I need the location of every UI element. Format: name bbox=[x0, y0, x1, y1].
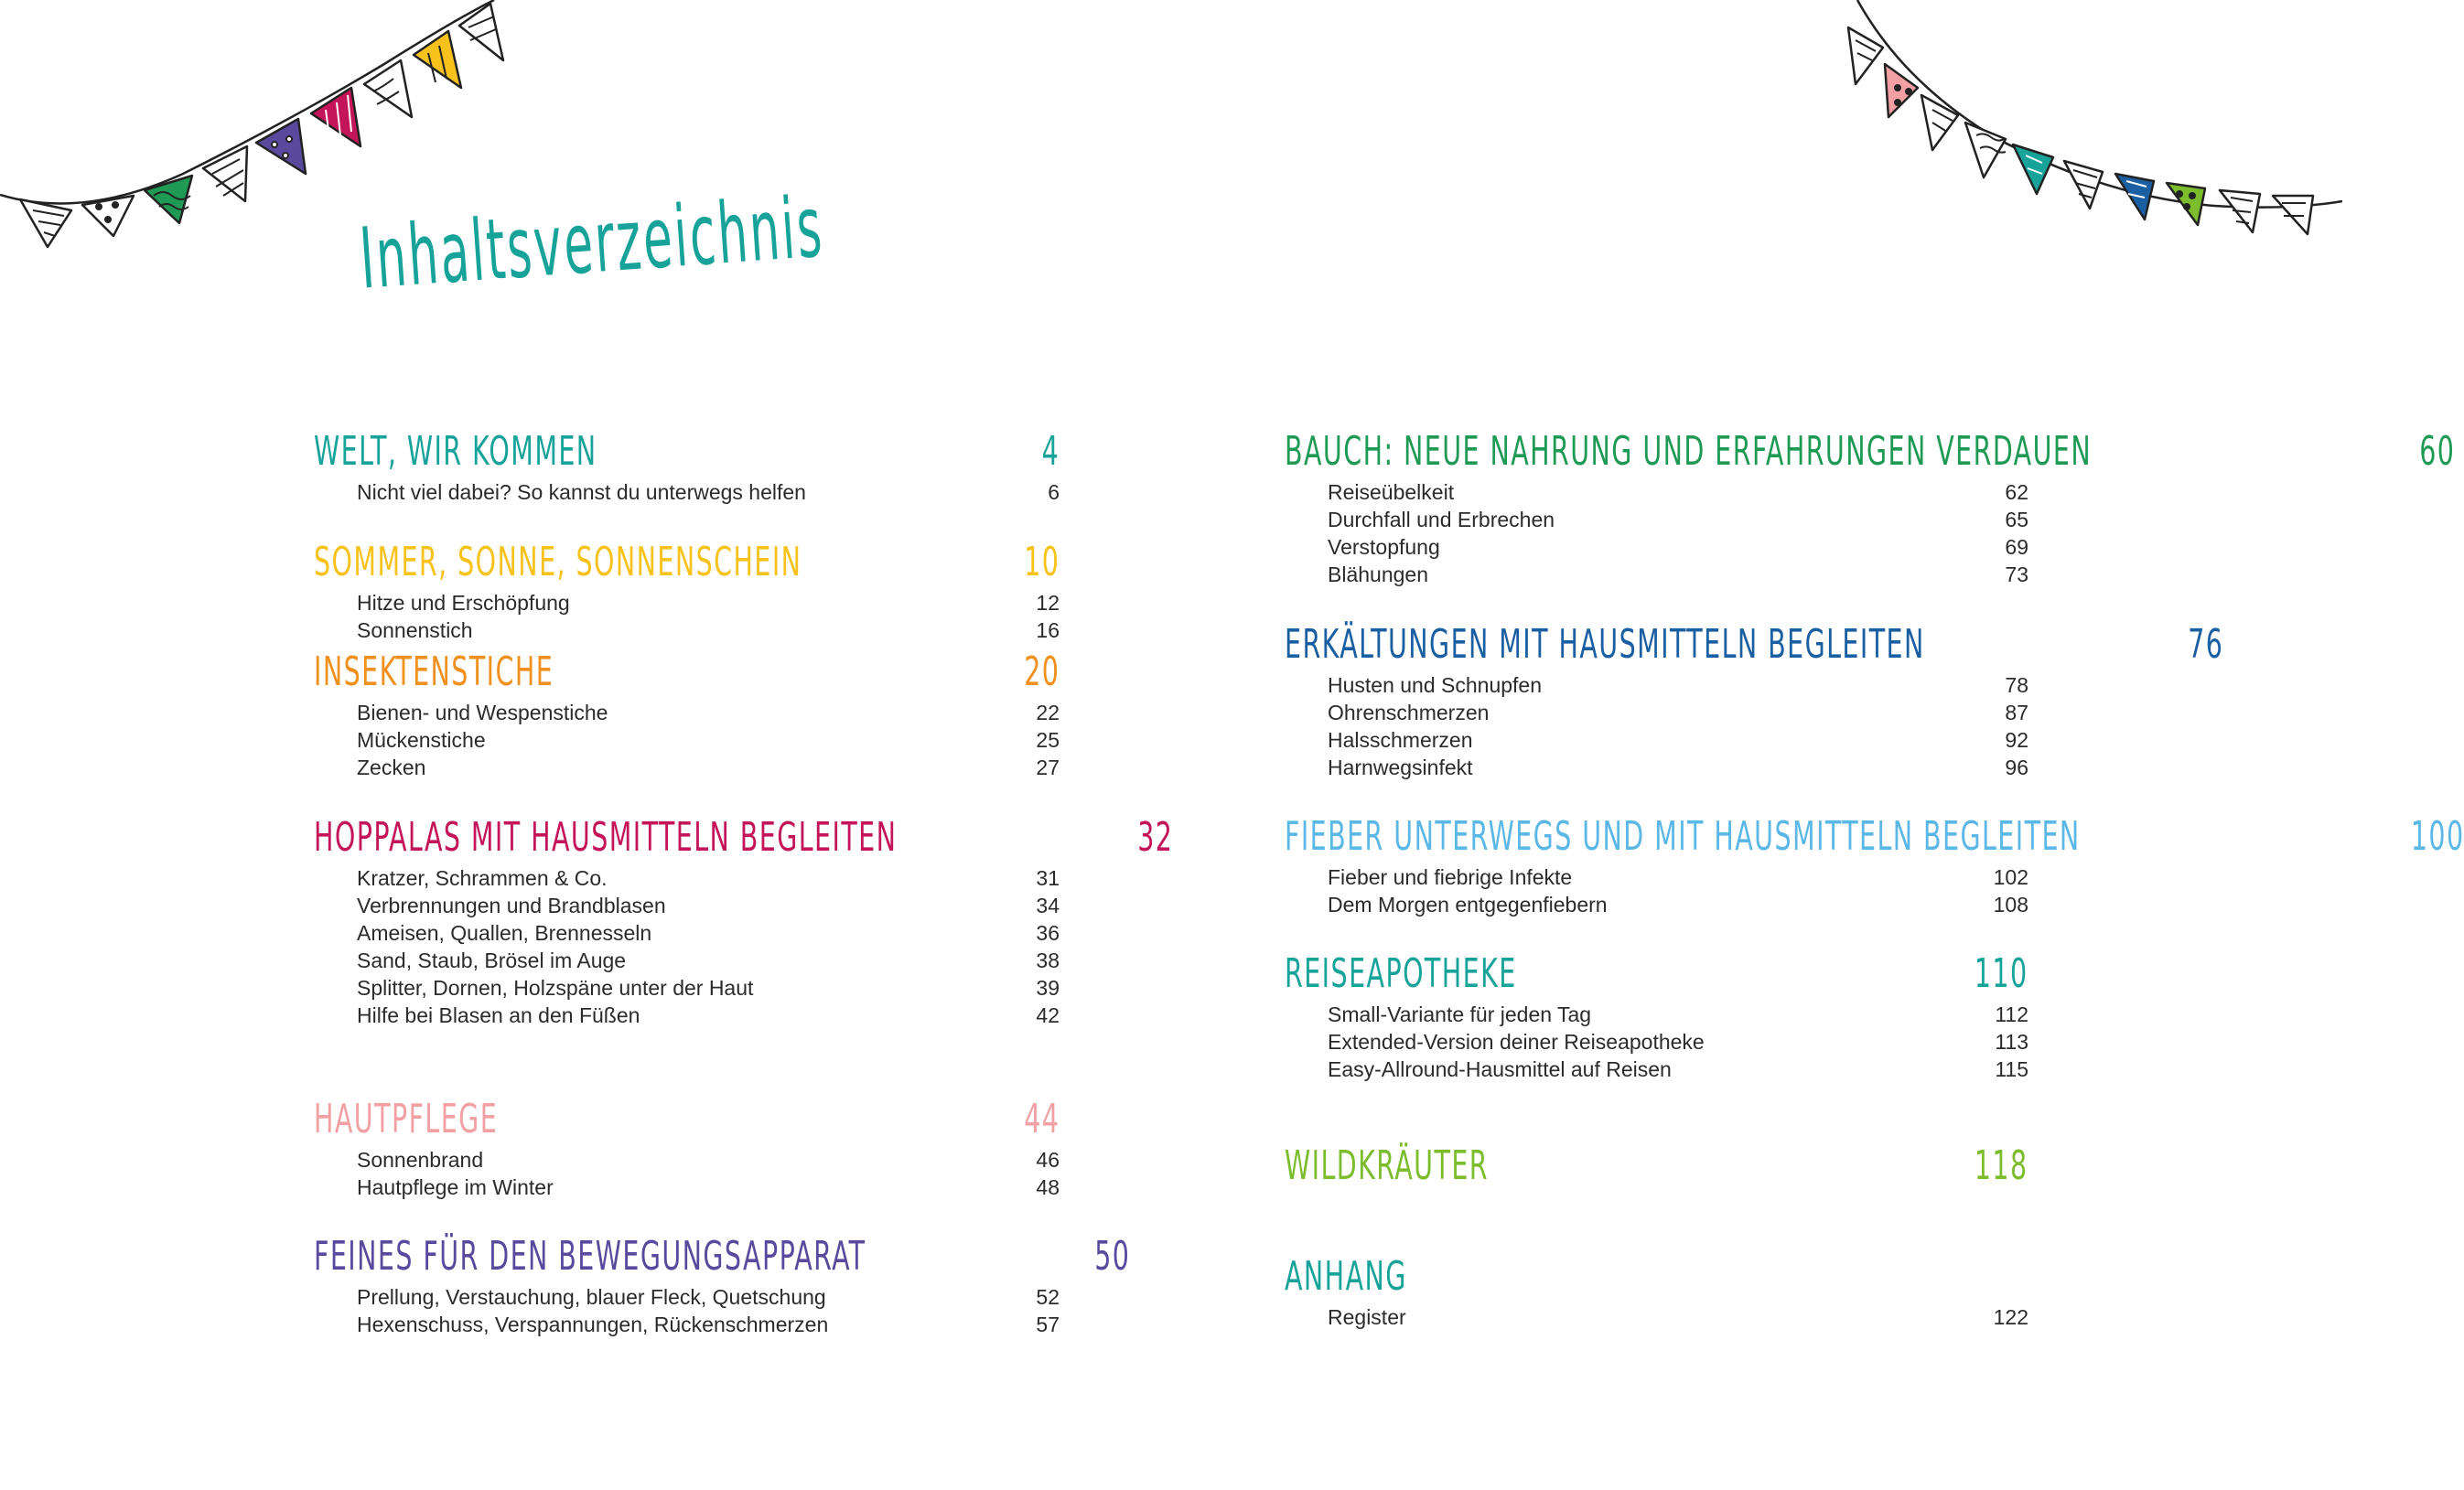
toc-entry[interactable] bbox=[314, 1174, 1060, 1201]
section-title: WILDKRÄUTER bbox=[1285, 1142, 1490, 1189]
entry-page-number: 69 bbox=[2005, 535, 2028, 559]
section-title: ERKÄLTUNGEN MIT HAUSMITTELN BEGLEITEN bbox=[1285, 621, 1925, 668]
toc-entry[interactable] bbox=[1285, 891, 2028, 918]
section-heading[interactable] bbox=[314, 811, 1174, 864]
entry-page-number: 16 bbox=[1036, 618, 1060, 642]
entry-page-number: 108 bbox=[1993, 893, 2028, 917]
entry-page-number: 65 bbox=[2005, 508, 2028, 531]
toc-section-anhang bbox=[1285, 1250, 2028, 1331]
entry-list bbox=[314, 478, 1060, 506]
toc-entry[interactable] bbox=[314, 1311, 1060, 1338]
section-title: FEINES FÜR DEN BEWEGUNGSAPPARAT bbox=[314, 1233, 866, 1280]
toc-entry[interactable] bbox=[1285, 754, 2028, 781]
section-heading[interactable] bbox=[1285, 1140, 2028, 1193]
toc-entry[interactable] bbox=[1285, 671, 2028, 699]
toc-entry[interactable] bbox=[314, 616, 1060, 644]
section-heading[interactable] bbox=[1285, 1250, 2028, 1303]
toc-section-erkaltungen-mit-hausmitteln-begleiten bbox=[1285, 618, 2224, 781]
entry-page-number: 87 bbox=[2005, 701, 2028, 724]
entry-page-number: 38 bbox=[1036, 949, 1060, 972]
section-title: HAUTPFLEGE bbox=[314, 1096, 499, 1142]
entry-label: Easy-Allround-Hausmittel auf Reisen bbox=[1328, 1057, 1672, 1081]
entry-page-number: 22 bbox=[1036, 701, 1060, 724]
entry-label: Ameisen, Quallen, Brennesseln bbox=[357, 921, 652, 945]
toc-section-reiseapotheke bbox=[1285, 948, 2028, 1083]
section-page-number: 44 bbox=[1023, 1096, 1060, 1142]
entry-page-number: 31 bbox=[1036, 866, 1060, 890]
section-heading[interactable] bbox=[1285, 810, 2464, 863]
entry-page-number: 48 bbox=[1036, 1175, 1060, 1199]
section-title: INSEKTENSTICHE bbox=[314, 649, 554, 695]
entry-label: Kratzer, Schrammen & Co. bbox=[357, 866, 608, 890]
section-heading[interactable] bbox=[1285, 425, 2456, 478]
entry-list bbox=[314, 864, 1060, 1029]
section-title: REISEAPOTHEKE bbox=[1285, 950, 1517, 997]
section-page-number: 76 bbox=[2188, 621, 2224, 668]
entry-page-number: 57 bbox=[1036, 1313, 1060, 1336]
entry-page-number: 27 bbox=[1036, 756, 1060, 779]
entry-page-number: 52 bbox=[1036, 1285, 1060, 1309]
entry-label: Reiseübelkeit bbox=[1328, 480, 1455, 504]
section-page-number: 60 bbox=[2419, 428, 2456, 475]
toc-entry[interactable] bbox=[314, 892, 1060, 919]
entry-page-number: 122 bbox=[1993, 1305, 2028, 1329]
section-heading[interactable] bbox=[314, 1093, 1060, 1146]
entry-label: Register bbox=[1328, 1305, 1406, 1329]
entry-page-number: 102 bbox=[1993, 865, 2028, 889]
bunting-decoration-right bbox=[1830, 0, 2342, 265]
toc-entry[interactable] bbox=[314, 1002, 1060, 1029]
entry-page-number: 12 bbox=[1036, 591, 1060, 615]
toc-entry[interactable] bbox=[314, 699, 1060, 726]
entry-label: Bienen- und Wespenstiche bbox=[357, 701, 608, 724]
toc-entry[interactable] bbox=[314, 919, 1060, 947]
entry-label: Extended-Version deiner Reiseapotheke bbox=[1328, 1030, 1705, 1054]
entry-label: Small-Variante für jeden Tag bbox=[1328, 1002, 1592, 1026]
entry-page-number: 78 bbox=[2005, 673, 2028, 697]
section-title: HOPPALAS MIT HAUSMITTELN BEGLEITEN bbox=[314, 814, 898, 861]
toc-section-feines-fur-den-bewegungsapparat bbox=[314, 1230, 1131, 1338]
entry-page-number: 92 bbox=[2005, 728, 2028, 752]
entry-label: Verbrennungen und Brandblasen bbox=[357, 894, 666, 917]
entry-label: Zecken bbox=[357, 756, 426, 779]
toc-entry[interactable] bbox=[314, 478, 1060, 506]
toc-entry[interactable] bbox=[314, 1146, 1060, 1174]
section-heading[interactable] bbox=[1285, 618, 2224, 671]
toc-entry[interactable] bbox=[314, 864, 1060, 892]
entry-list bbox=[1285, 671, 2028, 781]
entry-label: Husten und Schnupfen bbox=[1328, 673, 1543, 697]
entry-page-number: 42 bbox=[1036, 1003, 1060, 1027]
section-page-number: 10 bbox=[1023, 539, 1060, 585]
entry-label: Ohrenschmerzen bbox=[1328, 701, 1490, 724]
toc-entry[interactable] bbox=[1285, 1303, 2028, 1331]
entry-list bbox=[1285, 863, 2028, 918]
section-page-number: 100 bbox=[2410, 813, 2464, 860]
section-heading[interactable] bbox=[314, 536, 1060, 589]
entry-page-number: 25 bbox=[1036, 728, 1060, 752]
toc-entry[interactable] bbox=[1285, 726, 2028, 754]
entry-label: Verstopfung bbox=[1328, 535, 1440, 559]
toc-entry[interactable] bbox=[1285, 699, 2028, 726]
page-title: Inhaltsverzeichnis bbox=[357, 177, 827, 308]
toc-entry[interactable] bbox=[1285, 533, 2028, 561]
section-page-number: 32 bbox=[1137, 814, 1174, 861]
entry-list bbox=[314, 699, 1060, 781]
entry-label: Mückenstiche bbox=[357, 728, 486, 752]
section-page-number: 50 bbox=[1094, 1233, 1131, 1280]
entry-page-number: 36 bbox=[1036, 921, 1060, 945]
entry-label: Nicht viel dabei? So kannst du unterwegs helfen bbox=[357, 480, 806, 504]
section-heading[interactable] bbox=[1285, 948, 2028, 1001]
entry-page-number: 6 bbox=[1048, 480, 1060, 504]
entry-list bbox=[314, 1283, 1060, 1338]
entry-label: Durchfall und Erbrechen bbox=[1328, 508, 1555, 531]
toc-entry[interactable] bbox=[1285, 863, 2028, 891]
entry-list bbox=[1285, 1303, 2028, 1331]
section-heading[interactable] bbox=[314, 646, 1060, 699]
section-title: WELT, WIR KOMMEN bbox=[314, 428, 597, 475]
toc-entry[interactable] bbox=[1285, 478, 2028, 506]
entry-label: Dem Morgen entgegenfiebern bbox=[1328, 893, 1608, 917]
entry-page-number: 39 bbox=[1036, 976, 1060, 1000]
section-heading[interactable] bbox=[314, 1230, 1131, 1283]
toc-section-hoppalas-mit-hausmitteln-begleiten bbox=[314, 811, 1174, 1029]
toc-entry[interactable] bbox=[314, 589, 1060, 616]
entry-label: Blähungen bbox=[1328, 563, 1428, 586]
section-page-number: 4 bbox=[1041, 428, 1060, 475]
toc-section-fieber-unterwegs-und-mit-hausmitteln-begleiten bbox=[1285, 810, 2464, 918]
section-title: FIEBER UNTERWEGS UND MIT HAUSMITTELN BEGLEITEN bbox=[1285, 813, 2081, 860]
entry-label: Hexenschuss, Verspannungen, Rückenschmerzen bbox=[357, 1313, 829, 1336]
section-title: SOMMER, SONNE, SONNENSCHEIN bbox=[314, 539, 802, 585]
toc-entry[interactable] bbox=[1285, 1028, 2028, 1056]
entry-label: Halsschmerzen bbox=[1328, 728, 1473, 752]
entry-label: Fieber und fiebrige Infekte bbox=[1328, 865, 1573, 889]
entry-page-number: 112 bbox=[1995, 1002, 2028, 1026]
entry-page-number: 62 bbox=[2005, 480, 2028, 504]
section-page-number: 118 bbox=[1974, 1142, 2028, 1189]
toc-entry[interactable] bbox=[1285, 1056, 2028, 1083]
entry-page-number: 96 bbox=[2005, 756, 2028, 779]
entry-list bbox=[1285, 1001, 2028, 1083]
entry-label: Prellung, Verstauchung, blauer Fleck, Quetschung bbox=[357, 1285, 826, 1309]
toc-section-hautpflege bbox=[314, 1093, 1060, 1201]
toc-section-insektenstiche bbox=[314, 646, 1060, 781]
toc-entry[interactable] bbox=[1285, 561, 2028, 588]
toc-section-bauch-neue-nahrung-und-erfahrungen-verdauen bbox=[1285, 425, 2456, 588]
toc-entry[interactable] bbox=[314, 1283, 1060, 1311]
entry-page-number: 46 bbox=[1036, 1148, 1060, 1172]
entry-page-number: 115 bbox=[1995, 1057, 2028, 1081]
section-heading[interactable] bbox=[314, 425, 1060, 478]
entry-label: Harnwegsinfekt bbox=[1328, 756, 1473, 779]
entry-list bbox=[314, 589, 1060, 644]
section-title: ANHANG bbox=[1285, 1253, 1407, 1300]
section-page-number: 20 bbox=[1023, 649, 1060, 695]
toc-entry[interactable] bbox=[314, 974, 1060, 1002]
section-page-number: 110 bbox=[1974, 950, 2028, 997]
toc-entry[interactable] bbox=[314, 754, 1060, 781]
entry-label: Sonnenstich bbox=[357, 618, 473, 642]
toc-entry[interactable] bbox=[314, 947, 1060, 974]
toc-section-welt-wir-kommen bbox=[314, 425, 1060, 506]
entry-label: Sand, Staub, Brösel im Auge bbox=[357, 949, 627, 972]
entry-list bbox=[314, 1146, 1060, 1201]
entry-label: Sonnenbrand bbox=[357, 1148, 484, 1172]
entry-page-number: 34 bbox=[1036, 894, 1060, 917]
toc-entry[interactable] bbox=[1285, 1001, 2028, 1028]
entry-page-number: 73 bbox=[2005, 563, 2028, 586]
toc-entry[interactable] bbox=[314, 726, 1060, 754]
entry-page-number: 113 bbox=[1995, 1030, 2028, 1054]
entry-label: Splitter, Dornen, Holzspäne unter der Haut bbox=[357, 976, 754, 1000]
entry-list bbox=[1285, 478, 2028, 588]
toc-entry[interactable] bbox=[1285, 506, 2028, 533]
entry-label: Hilfe bei Blasen an den Füßen bbox=[357, 1003, 640, 1027]
entry-label: Hautpflege im Winter bbox=[357, 1175, 554, 1199]
toc-section-wildkrauter bbox=[1285, 1140, 2028, 1193]
section-title: BAUCH: NEUE NAHRUNG UND ERFAHRUNGEN VERDAUEN bbox=[1285, 428, 2093, 475]
entry-label: Hitze und Erschöpfung bbox=[357, 591, 570, 615]
toc-section-sommer-sonne-sonnenschein bbox=[314, 536, 1060, 644]
